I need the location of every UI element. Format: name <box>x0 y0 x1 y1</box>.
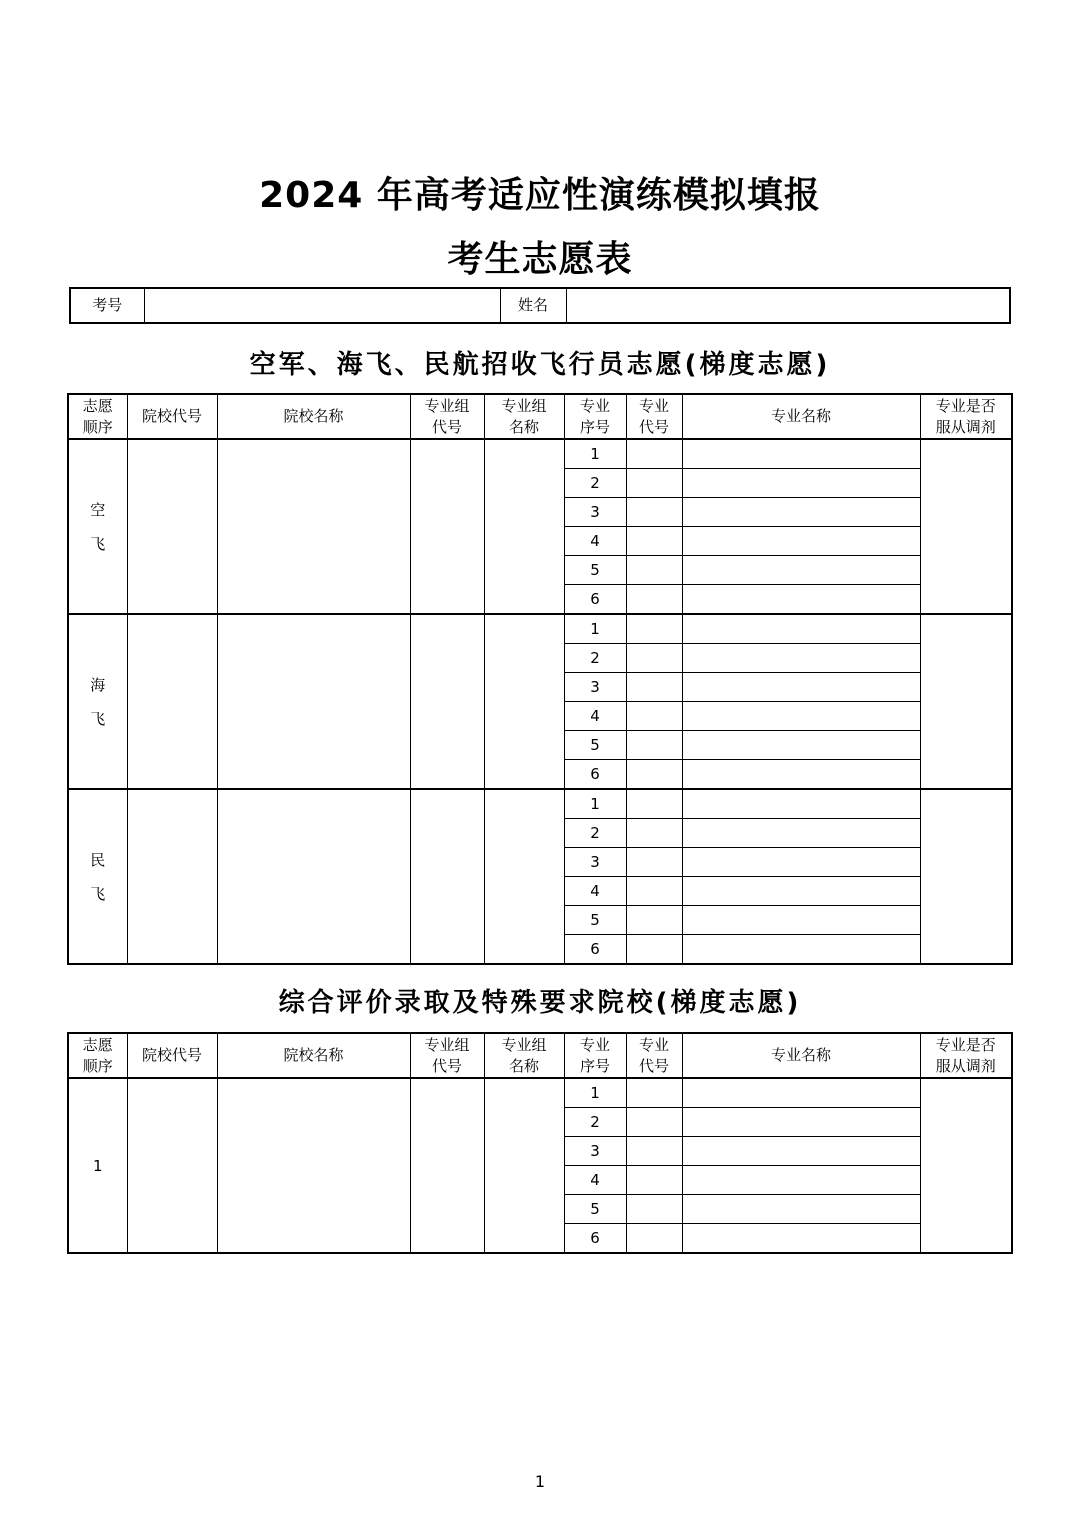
group-label-char: 飞 <box>90 534 106 553</box>
major-name-field[interactable] <box>682 935 920 965</box>
header-group-name <box>484 394 564 439</box>
header-school-name: 院校名称 <box>217 1033 410 1078</box>
major-code-field[interactable] <box>626 527 682 556</box>
major-code-field[interactable] <box>626 585 682 615</box>
header-school-code: 院校代号 <box>127 1033 217 1078</box>
school-name-field[interactable] <box>217 1078 410 1253</box>
header-major-seq <box>564 394 626 439</box>
candidate-info-table <box>69 287 1011 324</box>
major-name-field[interactable] <box>682 585 920 615</box>
major-seq-cell: 4 <box>564 1166 626 1195</box>
header-text-line: 专业组 <box>424 1035 470 1054</box>
major-code-field[interactable] <box>626 498 682 527</box>
major-code-field[interactable] <box>626 614 682 644</box>
volunteer-order-cell <box>68 1078 127 1253</box>
major-seq-cell: 4 <box>564 877 626 906</box>
header-adjust <box>920 394 1012 439</box>
major-seq-cell: 6 <box>564 1224 626 1254</box>
major-seq-cell: 5 <box>564 731 626 760</box>
major-name-field[interactable] <box>682 789 920 819</box>
major-code-field[interactable] <box>626 1108 682 1137</box>
group-code-field[interactable] <box>410 439 484 614</box>
major-name-field[interactable] <box>682 702 920 731</box>
school-name-field[interactable] <box>217 789 410 964</box>
major-seq-cell: 2 <box>564 819 626 848</box>
major-code-field[interactable] <box>626 439 682 469</box>
volunteer-group <box>68 789 1012 964</box>
header-text-line: 名称 <box>508 1056 539 1075</box>
header-major-code <box>626 1033 682 1078</box>
major-code-field[interactable] <box>626 1224 682 1254</box>
major-name-field[interactable] <box>682 439 920 469</box>
major-name-field[interactable] <box>682 906 920 935</box>
header-group-code <box>410 394 484 439</box>
major-name-field[interactable] <box>682 760 920 790</box>
group-label-char: 民 <box>90 850 106 869</box>
major-code-field[interactable] <box>626 935 682 965</box>
pilot-section-title: 空军、海飞、民航招收飞行员志愿(梯度志愿) <box>249 350 831 380</box>
header-text-line: 专业组 <box>501 1035 547 1054</box>
major-name-field[interactable] <box>682 498 920 527</box>
major-code-field[interactable] <box>626 469 682 498</box>
major-seq-cell: 6 <box>564 935 626 965</box>
table-row <box>68 1078 1012 1108</box>
group-label-char: 1 <box>92 1156 103 1175</box>
header-text-line: 名称 <box>508 417 539 436</box>
major-seq-cell: 5 <box>564 1195 626 1224</box>
major-name-field[interactable] <box>682 1195 920 1224</box>
major-name-field[interactable] <box>682 556 920 585</box>
major-name-field[interactable] <box>682 1166 920 1195</box>
adjust-field[interactable] <box>920 1078 1012 1253</box>
header-text-line: 专业 <box>638 1035 669 1054</box>
header-group-name <box>484 1033 564 1078</box>
adjust-field[interactable] <box>920 614 1012 789</box>
major-code-field[interactable] <box>626 906 682 935</box>
major-name-field[interactable] <box>682 644 920 673</box>
major-seq-cell: 3 <box>564 673 626 702</box>
major-code-field[interactable] <box>626 1195 682 1224</box>
header-text-line: 服从调剂 <box>935 1056 996 1075</box>
major-seq-cell: 1 <box>564 439 626 469</box>
name-field[interactable] <box>566 288 1010 323</box>
major-name-field[interactable] <box>682 469 920 498</box>
major-code-field[interactable] <box>626 702 682 731</box>
volunteer-order-cell <box>68 789 127 964</box>
header-text-line: 代号 <box>431 417 462 436</box>
header-group-code <box>410 1033 484 1078</box>
header-major-name: 专业名称 <box>682 394 920 439</box>
major-name-field[interactable] <box>682 673 920 702</box>
group-name-field[interactable] <box>484 1078 564 1253</box>
header-adjust <box>920 1033 1012 1078</box>
header-order <box>68 394 127 439</box>
header-text-line: 序号 <box>579 1056 610 1075</box>
major-code-field[interactable] <box>626 819 682 848</box>
pilot-volunteer-table <box>67 393 1013 965</box>
group-code-field[interactable] <box>410 789 484 964</box>
volunteer-group <box>68 1078 1012 1253</box>
group-code-field[interactable] <box>410 1078 484 1253</box>
header-major-code <box>626 394 682 439</box>
major-name-field[interactable] <box>682 819 920 848</box>
major-code-field[interactable] <box>626 877 682 906</box>
table-row <box>68 789 1012 819</box>
header-text-line: 专业 <box>579 1035 610 1054</box>
header-major-name: 专业名称 <box>682 1033 920 1078</box>
comprehensive-section-title: 综合评价录取及特殊要求院校(梯度志愿) <box>278 988 802 1018</box>
header-major-seq <box>564 1033 626 1078</box>
major-code-field[interactable] <box>626 848 682 877</box>
volunteer-group <box>68 439 1012 614</box>
header-text-line: 专业 <box>638 396 669 415</box>
group-label-char: 海 <box>90 675 106 694</box>
major-code-field[interactable] <box>626 760 682 790</box>
form-title: 2024 年高考适应性演练模拟填报 <box>259 175 821 216</box>
table-header-row <box>68 1033 1012 1078</box>
header-text-line: 志愿 <box>82 396 113 415</box>
major-code-field[interactable] <box>626 644 682 673</box>
major-name-field[interactable] <box>682 1108 920 1137</box>
school-code-field[interactable] <box>127 789 217 964</box>
major-code-field[interactable] <box>626 731 682 760</box>
table-row <box>68 614 1012 644</box>
major-name-field[interactable] <box>682 1137 920 1166</box>
school-name-field[interactable] <box>217 614 410 789</box>
major-code-field[interactable] <box>626 556 682 585</box>
header-text-line: 代号 <box>638 417 669 436</box>
major-seq-cell: 3 <box>564 848 626 877</box>
header-text-line: 代号 <box>638 1056 669 1075</box>
major-code-field[interactable] <box>626 1078 682 1108</box>
exam-number-label: 考号 <box>70 288 144 323</box>
major-seq-cell: 2 <box>564 1108 626 1137</box>
group-name-field[interactable] <box>484 439 564 614</box>
major-seq-cell: 4 <box>564 527 626 556</box>
header-text-line: 代号 <box>431 1056 462 1075</box>
exam-number-field[interactable] <box>144 288 500 323</box>
major-seq-cell: 6 <box>564 760 626 790</box>
header-text-line: 专业组 <box>424 396 470 415</box>
major-seq-cell: 1 <box>564 789 626 819</box>
school-code-field[interactable] <box>127 439 217 614</box>
table-row <box>68 439 1012 469</box>
major-code-field[interactable] <box>626 789 682 819</box>
group-label-char: 飞 <box>90 709 106 728</box>
major-name-field[interactable] <box>682 731 920 760</box>
major-name-field[interactable] <box>682 614 920 644</box>
group-label-char: 飞 <box>90 884 106 903</box>
school-name-field[interactable] <box>217 439 410 614</box>
header-text-line: 专业组 <box>501 396 547 415</box>
group-label-char: 空 <box>90 500 106 519</box>
major-name-field[interactable] <box>682 1078 920 1108</box>
comprehensive-volunteer-table <box>67 1032 1013 1254</box>
school-code-field[interactable] <box>127 1078 217 1253</box>
major-name-field[interactable] <box>682 1224 920 1254</box>
major-seq-cell: 3 <box>564 1137 626 1166</box>
header-text-line: 服从调剂 <box>935 417 996 436</box>
group-code-field[interactable] <box>410 614 484 789</box>
major-seq-cell: 2 <box>564 644 626 673</box>
major-seq-cell: 1 <box>564 1078 626 1108</box>
school-code-field[interactable] <box>127 614 217 789</box>
header-text-line: 顺序 <box>82 1056 113 1075</box>
group-name-field[interactable] <box>484 614 564 789</box>
adjust-field[interactable] <box>920 789 1012 964</box>
header-text-line: 专业 <box>579 396 610 415</box>
volunteer-group <box>68 614 1012 789</box>
volunteer-order-cell <box>68 439 127 614</box>
volunteer-order-cell <box>68 614 127 789</box>
major-code-field[interactable] <box>626 1137 682 1166</box>
major-code-field[interactable] <box>626 673 682 702</box>
header-text-line: 专业是否 <box>935 1035 996 1054</box>
major-seq-cell: 2 <box>564 469 626 498</box>
header-order <box>68 1033 127 1078</box>
adjust-field[interactable] <box>920 439 1012 614</box>
name-label: 姓名 <box>500 288 566 323</box>
major-seq-cell: 4 <box>564 702 626 731</box>
page-number: 1 <box>534 1472 546 1491</box>
header-text-line: 志愿 <box>82 1035 113 1054</box>
major-seq-cell: 5 <box>564 906 626 935</box>
major-name-field[interactable] <box>682 848 920 877</box>
header-school-name: 院校名称 <box>217 394 410 439</box>
header-text-line: 序号 <box>579 417 610 436</box>
header-text-line: 专业是否 <box>935 396 996 415</box>
major-seq-cell: 1 <box>564 614 626 644</box>
major-name-field[interactable] <box>682 877 920 906</box>
major-name-field[interactable] <box>682 527 920 556</box>
major-seq-cell: 3 <box>564 498 626 527</box>
table-header-row <box>68 394 1012 439</box>
major-seq-cell: 5 <box>564 556 626 585</box>
group-name-field[interactable] <box>484 789 564 964</box>
major-code-field[interactable] <box>626 1166 682 1195</box>
form-subtitle: 考生志愿表 <box>447 239 633 280</box>
header-text-line: 顺序 <box>82 417 113 436</box>
major-seq-cell: 6 <box>564 585 626 615</box>
header-school-code: 院校代号 <box>127 394 217 439</box>
